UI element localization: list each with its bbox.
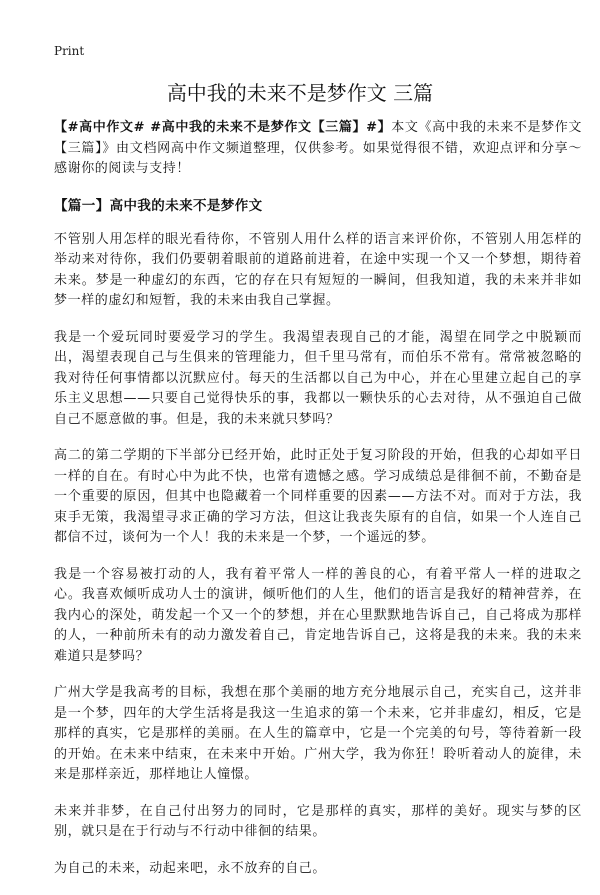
section-heading: 【篇一】高中我的未来不是梦作文	[54, 197, 263, 214]
paragraph-1: 不管别人用怎样的眼光看待你，不管别人用什么样的语言来评价你，不管别人用怎样的举动来对待你，我们仍要朝着眼前的道路前进着，在途中实现一个又一个梦想，期待着未来。梦是一种虚幻的东西，它的存在只有短短的一瞬间，但我知道，我的未来并非如梦一样的虚幻和短暂，我的未来由我自己掌握。	[54, 231, 582, 308]
paragraph-3: 高二的第二学期的下半部分已经开始，此时正处于复习阶段的开始，但我的心却如平日一样的自在。有时心中为此不快，也常有遗憾之感。学习成绩总是徘徊不前，不勤奋是一个重要的原因，但其中也隐藏着一个同样重要的因素——方法不对。而对于方法，我束手无策，我渴望寻求正确的学习方法，但这让我丧失原有的自信，如果一个人连自己都信不过，谈何为一个人！我的未来是一个梦，一个遥远的梦。	[54, 448, 582, 545]
paragraph-5: 广州大学是我高考的目标，我想在那个美丽的地方充分地展示自己，充实自己，这并非是一个梦，四年的大学生活将是我这一生追求的第一个未来，它并非虚幻，相反，它是那样的真实，它是那样的美丽。在人生的篇章中，它是一个完美的句号，等待着新一段的开始。在未来中结束，在未来中开始。广州大学，我为你狂！聆听着动人的旋律，未来是那样亲近，那样地让人憧憬。	[54, 685, 582, 782]
intro-paragraph	[54, 118, 582, 180]
paragraph-2: 我是一个爱玩同时要爱学习的学生。我渴望表现自己的才能，渴望在同学之中脱颖而出，渴望表现自己与生俱来的管理能力，但千里马常有，而伯乐不常有。常常被忽略的我对待任何事情都以沉默应付。每天的生活都以自己为中心，并在心里建立起自己的享乐主义思想——只要自己觉得快乐的事，我都以一颗快乐的心去对待，从不强迫自己做自己不愿意做的事。但是，我的未来就只梦吗？	[54, 329, 582, 427]
article-body	[54, 118, 582, 895]
intro-tag: 【#高中作文# #高中我的未来不是梦作文【三篇】#】	[54, 120, 392, 135]
paragraph-4: 我是一个容易被打动的人，我有着平常人一样的善良的心，有着平常人一样的进取之心。我喜欢倾听成功人士的演讲，倾听他们的人生，他们的语言是我好的精神营养，在我内心的深处，萌发起一个又一个的梦想，并在心里默默地告诉自己，自己将成为那样的人，一种前所未有的动力激发着自己，肯定地告诉自己，这将是我的未来。我的未来难道只是梦吗？	[54, 566, 582, 664]
page-title: 高中我的未来不是梦作文 三篇	[166, 81, 434, 105]
print-link[interactable]: Print	[54, 44, 85, 58]
intro-text: 本文《高中我的未来不是梦作文【三篇】》由文档网高中作文频道整理，仅供参考。如果觉得很不错，欢迎点评和分享～感谢你的阅读与支持！	[54, 120, 583, 176]
paragraph-6: 未来并非梦，在自己付出努力的同时，它是那样的真实，那样的美好。现实与梦的区别，就只是在于行动与不行动中徘徊的结果。	[54, 803, 582, 839]
paragraph-7: 为自己的未来，动起来吧，永不放弃的自己。	[54, 860, 327, 876]
